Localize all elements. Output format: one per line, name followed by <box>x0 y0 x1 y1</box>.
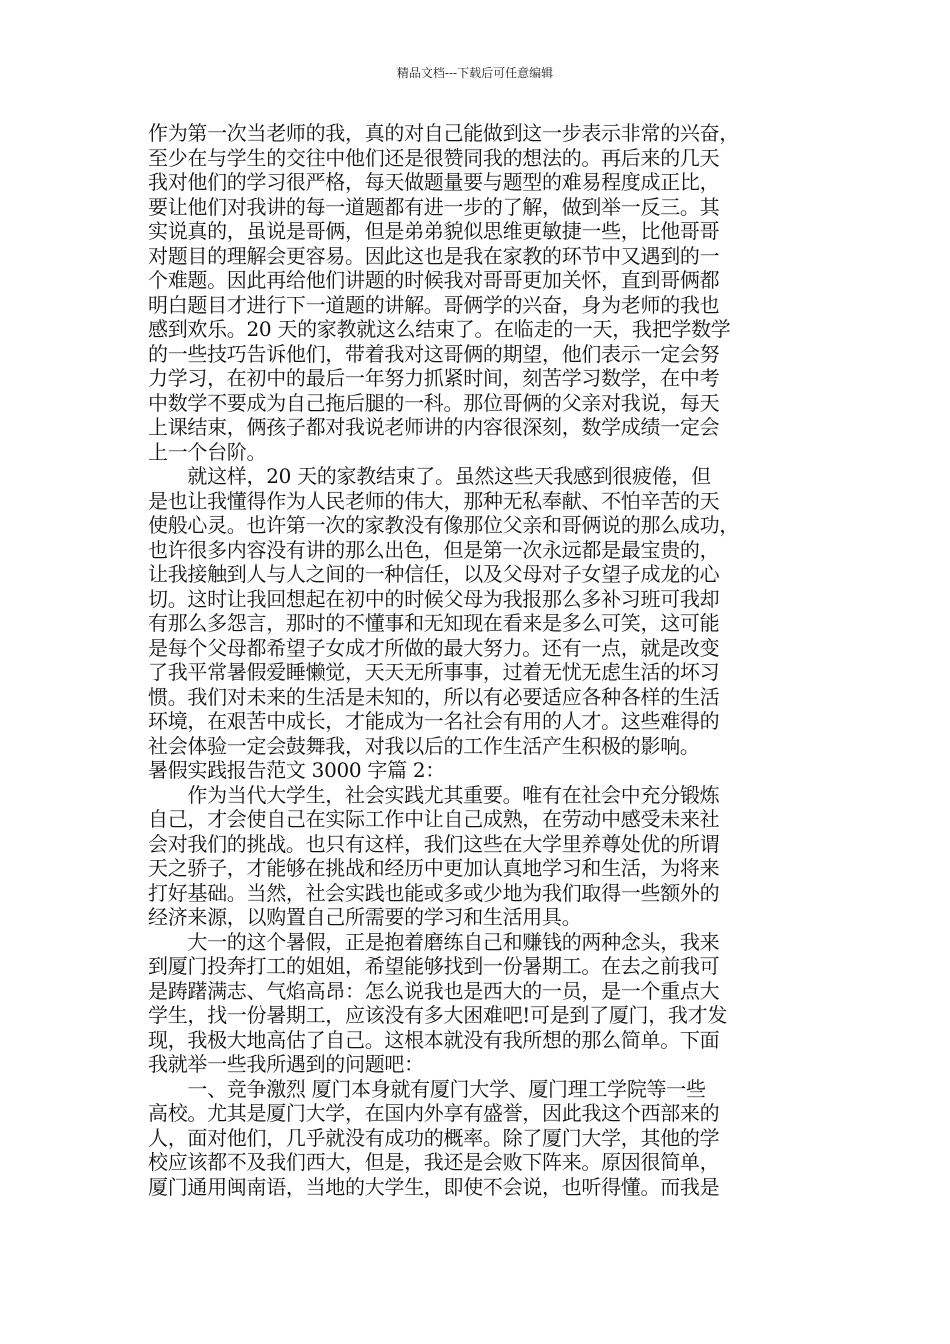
text-line: 是踌躇满志、气焰高昂：怎么说我也是西大的一员，是一个重点大 <box>148 978 720 1003</box>
text-line: 暑假实践报告范文 3000 字篇 2： <box>148 758 445 782</box>
page-header: 精品文档---下载后可任意编辑 <box>396 66 554 80</box>
document-body <box>148 121 808 1199</box>
text-line: 社会体验一定会鼓舞我，对我以后的工作生活产生积极的影响。 <box>148 733 700 758</box>
text-line: 厦门通用闽南语，当地的大学生，即使不会说，也听得懂。而我是 <box>148 1174 720 1199</box>
text-line: 会对我们的挑战。也只有这样，我们这些在大学里养尊处优的所谓 <box>148 831 720 856</box>
text-line: 到厦门投奔打工的姐姐，希望能够找到一份暑期工。在去之前我可 <box>148 954 720 978</box>
text-line: 高校。尤其是厦门大学，在国内外享有盛誉，因此我这个西部来的 <box>148 1101 720 1125</box>
text-line: 也许很多内容没有讲的那么出色，但是第一次永远都是最宝贵的， <box>148 537 720 562</box>
text-line: 让我接触到人与人之间的一种信任，以及父母对子女望子成龙的心 <box>148 562 720 586</box>
text-line: 力学习，在初中的最后一年努力抓紧时间，刻苦学习数学，在中考 <box>148 366 720 390</box>
text-line: 打好基础。当然，社会实践也能或多或少地为我们取得一些额外的 <box>148 880 720 905</box>
text-line: 使般心灵。也许第一次的家教没有像那位父亲和哥俩说的那么成功， <box>148 513 739 537</box>
text-line: 校应该都不及我们西大，但是，我还是会败下阵来。原因很简单， <box>148 1150 720 1174</box>
text-line: 自己，才会使自己在实际工作中让自己成熟，在劳动中感受未来社 <box>148 807 720 831</box>
text-line: 惯。我们对未来的生活是未知的，所以有必要适应各种各样的生活 <box>148 684 720 709</box>
text-line: 学生，找一份暑期工，应该没有多大困难吧!可是到了厦门，我才发 <box>148 1003 728 1027</box>
text-line: 就这样，20 天的家教结束了。虽然这些天我感到很疲倦，但 <box>148 464 711 488</box>
text-line: 有那么多怨言，那时的不懂事和无知现在看来是多么可笑，这可能 <box>148 611 720 635</box>
text-line: 是也让我懂得作为人民老师的伟大，那种无私奉献、不怕辛苦的天 <box>148 488 720 513</box>
text-line: 是每个父母都希望子女成才所做的最大努力。还有一点，就是改变 <box>148 635 720 660</box>
text-line: 明白题目才进行下一道题的讲解。哥俩学的兴奋，身为老师的我也 <box>148 292 720 317</box>
text-line: 环境，在艰苦中成长，才能成为一名社会有用的人才。这些难得的 <box>148 709 720 733</box>
text-line: 大一的这个暑假，正是抱着磨练自己和赚钱的两种念头，我来 <box>148 929 720 954</box>
text-line: 切。这时让我回想起在初中的时候父母为我报那么多补习班可我却 <box>148 586 720 611</box>
text-line: 上一个台阶。 <box>148 439 267 464</box>
text-line: 现，我极大地高估了自己。这根本就没有我所想的那么简单。下面 <box>148 1027 720 1052</box>
text-line: 要让他们对我讲的每一道题都有进一步的了解，做到举一反三。其 <box>148 194 720 219</box>
text-line: 的一些技巧告诉他们，带着我对这哥俩的期望，他们表示一定会努 <box>148 341 720 366</box>
text-line: 天之骄子，才能够在挑战和经历中更加认真地学习和生活，为将来 <box>148 856 720 880</box>
text-line: 个难题。因此再给他们讲题的时候我对哥哥更加关怀，直到哥俩都 <box>148 268 720 292</box>
text-line: 实说真的，虽说是哥俩，但是弟弟貌似思维更敏捷一些，比他哥哥 <box>148 219 720 243</box>
text-line: 上课结束，俩孩子都对我说老师讲的内容很深刻，数学成绩一定会 <box>148 415 720 439</box>
text-line: 经济来源，以购置自己所需要的学习和生活用具。 <box>148 905 582 929</box>
text-line: 一、竞争激烈 厦门本身就有厦门大学、厦门理工学院等一些 <box>148 1076 706 1101</box>
text-line: 我就举一些我所遇到的问题吧： <box>148 1052 424 1076</box>
text-line: 对题目的理解会更容易。因此这也是我在家教的环节中又遇到的一 <box>148 243 720 268</box>
text-line: 中数学不要成为自己拖后腿的一科。那位哥俩的父亲对我说，每天 <box>148 390 720 415</box>
text-line: 感到欢乐。20 天的家教就这么结束了。在临走的一天，我把学数学 <box>148 317 731 341</box>
text-line: 作为第一次当老师的我，真的对自己能做到这一步表示非常的兴奋， <box>148 121 739 145</box>
text-line: 人，面对他们，几乎就没有成功的概率。除了厦门大学，其他的学 <box>148 1125 720 1150</box>
text-line: 至少在与学生的交往中他们还是很赞同我的想法的。再后来的几天 <box>148 145 720 170</box>
text-line: 作为当代大学生，社会实践尤其重要。唯有在社会中充分锻炼 <box>148 782 720 807</box>
text-line: 我对他们的学习很严格，每天做题量要与题型的难易程度成正比， <box>148 170 720 194</box>
text-line: 了我平常暑假爱睡懒觉，天天无所事事，过着无忧无虑生活的坏习 <box>148 660 720 684</box>
